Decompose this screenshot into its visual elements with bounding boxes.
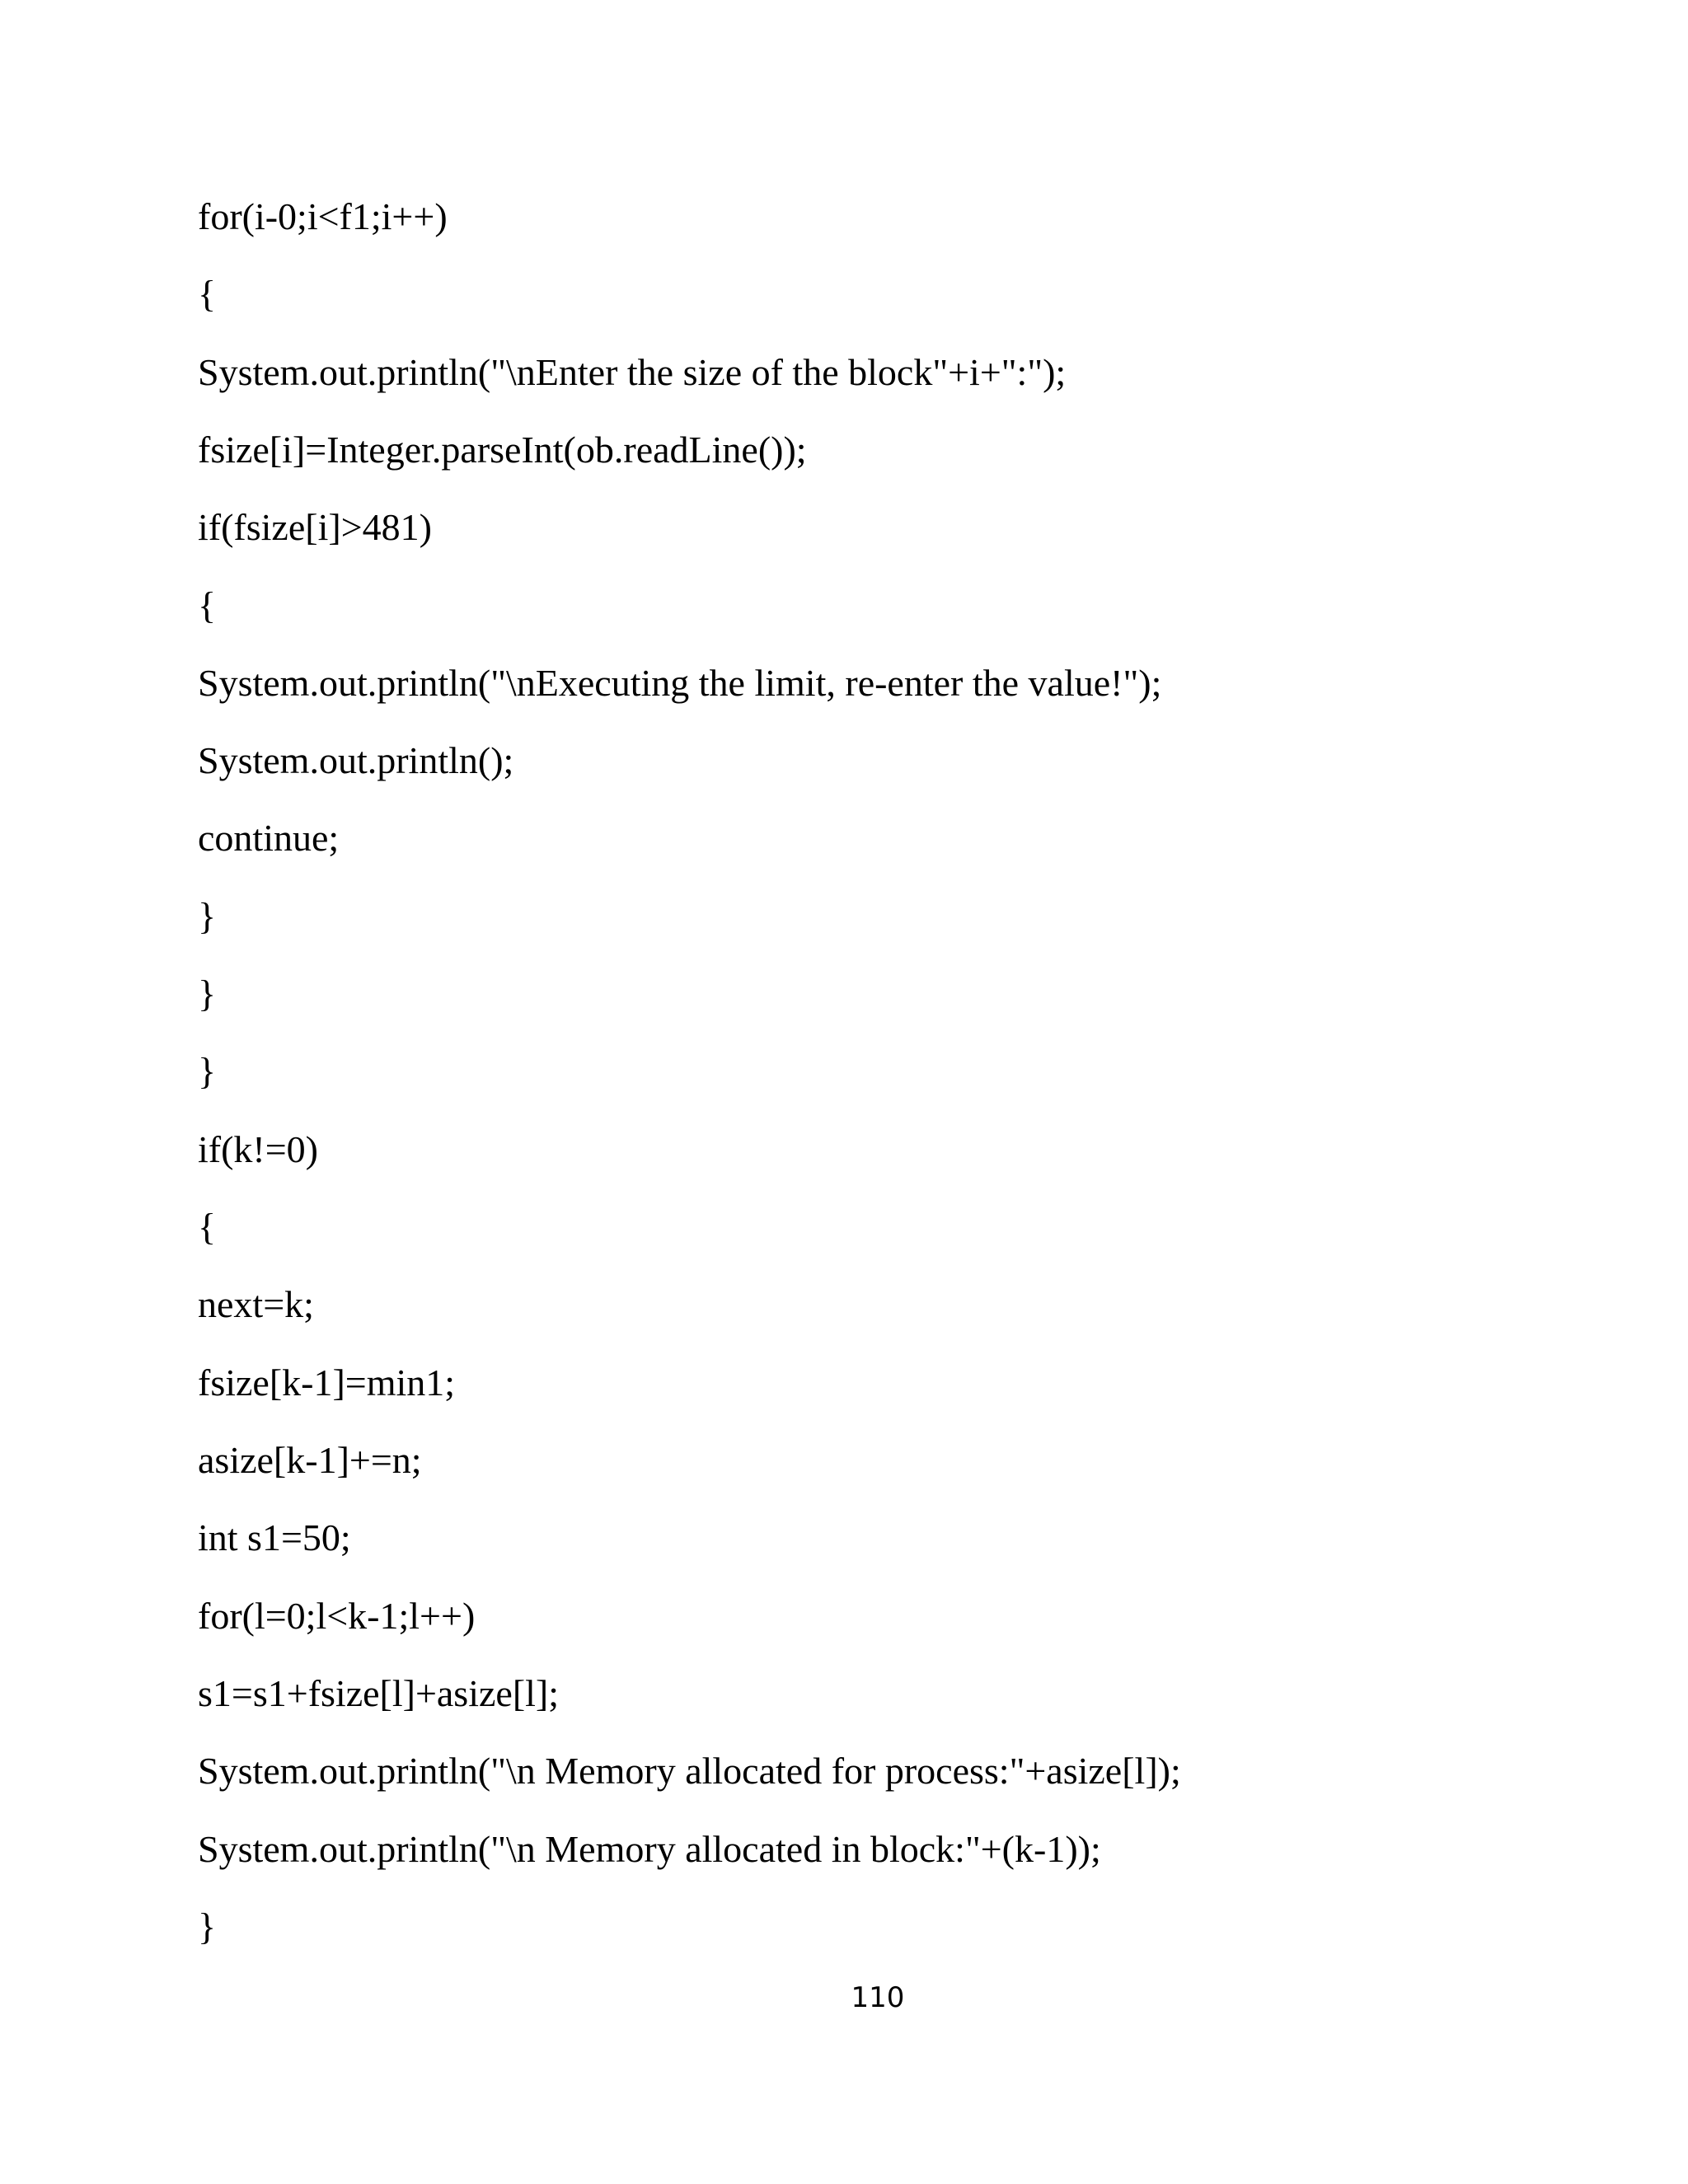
- code-line: asize[k-1]+=n;: [198, 1439, 422, 1481]
- code-line: int s1=50;: [198, 1516, 351, 1558]
- code-line: }: [198, 972, 217, 1015]
- code-line: if(k!=0): [198, 1128, 318, 1170]
- code-line: {: [198, 1206, 217, 1248]
- page-number: 110: [851, 1981, 905, 2014]
- code-line: System.out.println("\n Memory allocated in block:"+(k-1));: [198, 1828, 1101, 1870]
- code-line: next=k;: [198, 1283, 314, 1325]
- code-line: System.out.println();: [198, 739, 514, 781]
- code-line: fsize[i]=Integer.parseInt(ob.readLine());: [198, 429, 807, 471]
- code-line: continue;: [198, 817, 340, 859]
- code-line: }: [198, 895, 217, 937]
- code-line: if(fsize[i]>481): [198, 506, 432, 548]
- code-line: s1=s1+fsize[l]+asize[l];: [198, 1672, 560, 1714]
- code-line: {: [198, 584, 217, 626]
- code-line: System.out.println("\n Memory allocated for process:"+asize[l]);: [198, 1750, 1181, 1792]
- code-line: }: [198, 1050, 217, 1092]
- code-line: for(i-0;i<f1;i++): [198, 195, 448, 237]
- code-line: fsize[k-1]=min1;: [198, 1361, 456, 1404]
- code-line: System.out.println("\nExecuting the limit, re-enter the value!");: [198, 662, 1162, 704]
- code-line: {: [198, 273, 217, 315]
- code-line: System.out.println("\nEnter the size of the block"+i+":");: [198, 351, 1067, 393]
- code-line: }: [198, 1905, 217, 1947]
- code-line: for(l=0;l<k-1;l++): [198, 1595, 476, 1637]
